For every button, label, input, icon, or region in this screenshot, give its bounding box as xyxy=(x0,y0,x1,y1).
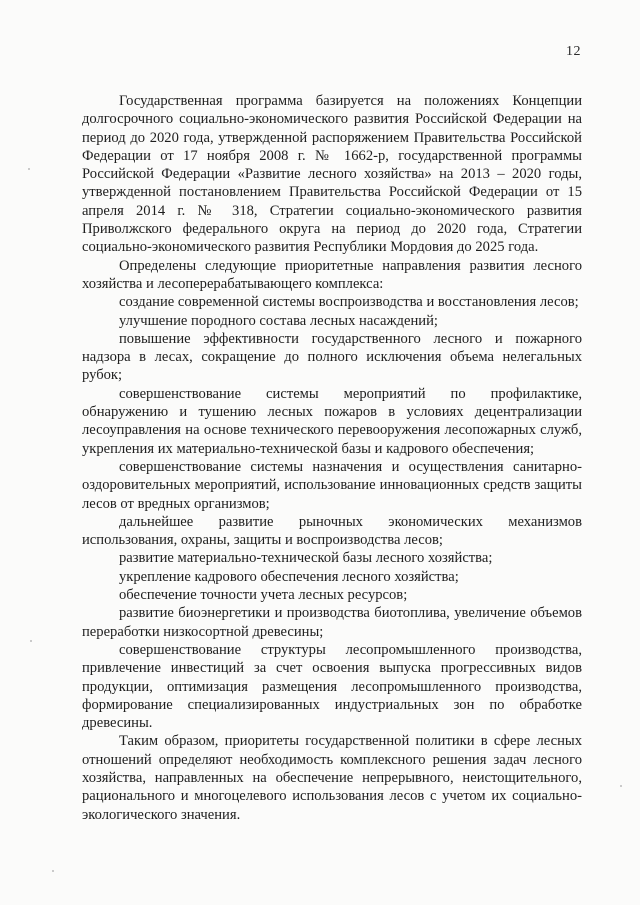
scan-speck xyxy=(52,870,54,872)
priority-item: повышение эффективности государственного лесного и пожарного надзора в лесах, сокращение до полного исключения объема нелегальных рубок; xyxy=(82,330,582,384)
document-body xyxy=(82,92,582,824)
priority-item: обеспечение точности учета лесных ресурсов; xyxy=(119,587,408,604)
priority-item: совершенствование системы назначения и осуществления санитарно-оздоровительных мероприятий, использование инновационных средств защиты лесов от вредных организмов; xyxy=(82,458,582,512)
priority-item: дальнейшее развитие рыночных экономических механизмов использования, охраны, защиты и воспроизводства лесов; xyxy=(82,513,582,549)
priority-item: создание современной системы воспроизводства и восстановления лесов; xyxy=(119,294,579,311)
priority-item: совершенствование системы мероприятий по профилактике, обнаружению и тушению лесных пожаров в условиях децентрализации лесоуправления на основе технического перевооружения лесопожарных служб, укрепления их материально-технической базы и кадрового обеспечения; xyxy=(82,385,582,457)
scan-speck xyxy=(28,168,30,170)
priority-item: развитие материально-технической базы лесного хозяйства; xyxy=(119,550,493,567)
paragraph-intro: Государственная программа базируется на положениях Концепции долгосрочного социально-экономического развития Российской Федерации на период до 2020 года, утвержденной распоряжением Правительства Российской Федерации от 17 ноября 2008 г. № 1662-р, государственной программы Российской Федерации «Развитие лесного хозяйства» на 2013 – 2020 годы, утвержденной постановлением Правительства Российской Федерации от 15 апреля 2014 г. № 318, Стратегии социально-экономического развития Приволжского федерального округа на период до 2020 года, Стратегии социально-экономического развития Республики Мордовия до 2025 года. xyxy=(82,93,582,256)
scan-speck xyxy=(620,785,622,787)
priority-item: совершенствование структуры лесопромышленного производства, привлечение инвестиций за счет освоения выпуска прогрессивных видов продукции, оптимизация размещения лесопромышленного производства, формирование специализированных индустриальных зон по обработке древесины. xyxy=(82,641,582,732)
page-number: 12 xyxy=(566,44,581,59)
paragraph-conclusion: Таким образом, приоритеты государственной политики в сфере лесных отношений определяют необходимость комплексного решения задач лесного хозяйства, направленных на обеспечение непрерывного, неистощительного, рационального и многоцелевого использования лесов с учетом их социально-экологического значения. xyxy=(82,733,582,823)
paragraph-priorities-lead: Определены следующие приоритетные направления развития лесного хозяйства и лесоперерабатывающего комплекса: xyxy=(82,257,582,292)
scan-speck xyxy=(30,640,32,642)
priority-item: развитие биоэнергетики и производства биотоплива, увеличение объемов переработки низкосортной древесины; xyxy=(82,605,582,640)
priority-item: улучшение породного состава лесных насаждений; xyxy=(119,312,438,329)
priority-item: укрепление кадрового обеспечения лесного хозяйства; xyxy=(119,568,459,585)
